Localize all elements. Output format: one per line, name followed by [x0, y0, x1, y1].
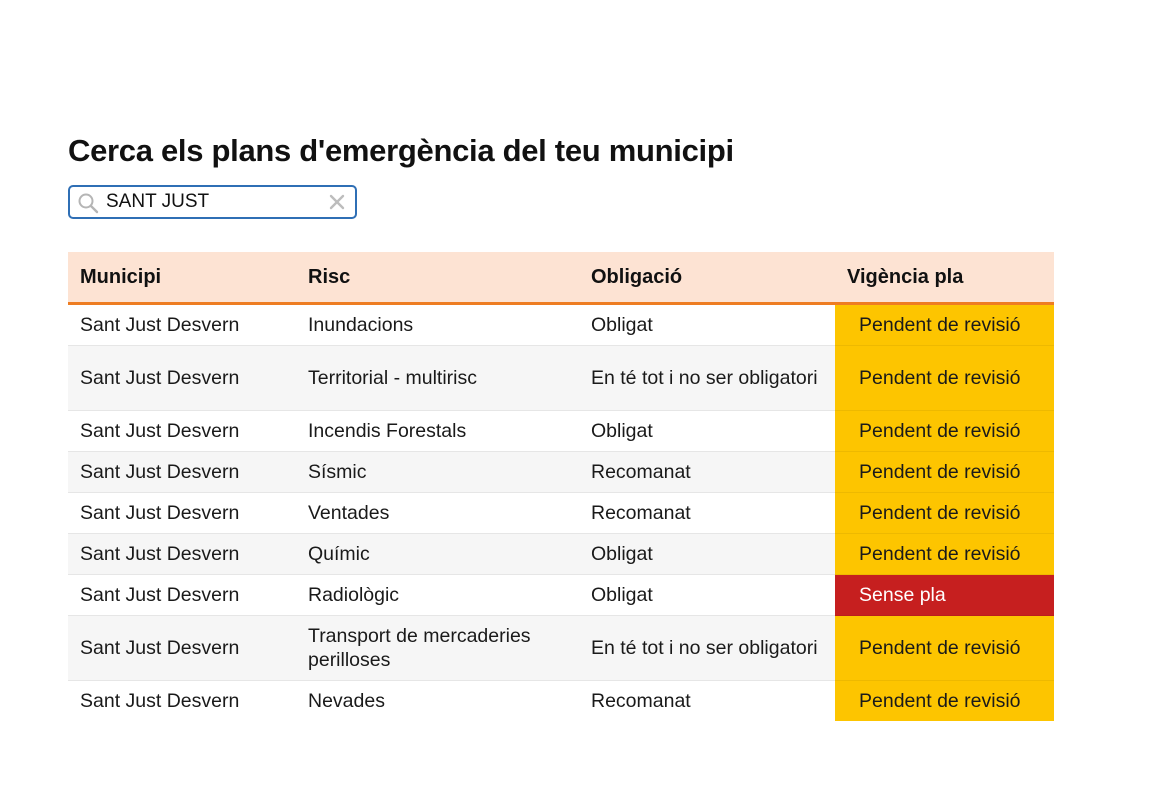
search-box[interactable] — [68, 185, 357, 219]
cell-municipi: Sant Just Desvern — [68, 452, 296, 493]
cell-obligacio: Recomanat — [579, 493, 835, 534]
column-header-obligacio[interactable]: Obligació — [579, 252, 835, 304]
cell-vigencia-status: Pendent de revisió — [835, 304, 1054, 346]
cell-municipi: Sant Just Desvern — [68, 616, 296, 681]
cell-vigencia-status: Pendent de revisió — [835, 346, 1054, 411]
cell-risc: Radiològic — [296, 575, 579, 616]
emergency-plans-table — [68, 252, 1054, 721]
cell-obligacio: Obligat — [579, 411, 835, 452]
cell-risc: Inundacions — [296, 304, 579, 346]
cell-municipi: Sant Just Desvern — [68, 493, 296, 534]
table-row — [68, 681, 1054, 722]
cell-risc: Ventades — [296, 493, 579, 534]
cell-risc: Nevades — [308, 690, 385, 712]
cell-obligacio: Obligat — [579, 575, 835, 616]
table-row — [68, 411, 1054, 452]
cell-risc: Incendis Forestals — [296, 411, 579, 452]
cell-vigencia-status: Pendent de revisió — [835, 681, 1054, 722]
cell-municipi: Sant Just Desvern — [80, 690, 240, 712]
table-row — [68, 493, 1054, 534]
table-header-row — [68, 252, 1054, 304]
cell-vigencia-status: Pendent de revisió — [835, 534, 1054, 575]
cell-obligacio: En té tot i no ser obligatori — [579, 616, 835, 681]
cell-municipi: Sant Just Desvern — [68, 304, 296, 346]
table-row — [68, 534, 1054, 575]
cell-obligacio: Obligat — [579, 304, 835, 346]
cell-vigencia-status: Sense pla — [835, 575, 1054, 616]
close-icon[interactable] — [328, 193, 346, 211]
table-row — [68, 452, 1054, 493]
cell-municipi: Sant Just Desvern — [68, 346, 296, 411]
table-row — [68, 346, 1054, 411]
cell-obligacio: Recomanat — [591, 690, 691, 712]
cell-municipi: Sant Just Desvern — [68, 534, 296, 575]
page-title: Cerca els plans d'emergència del teu municipi — [68, 133, 734, 168]
cell-risc: Transport de mercaderies perilloses — [296, 616, 579, 681]
search-input[interactable] — [106, 190, 326, 214]
cell-vigencia-status: Pendent de revisió — [835, 411, 1054, 452]
cell-obligacio: En té tot i no ser obligatori — [579, 346, 835, 411]
column-header-municipi[interactable]: Municipi — [68, 252, 296, 304]
cell-obligacio: Recomanat — [579, 452, 835, 493]
cell-risc: Sísmic — [296, 452, 579, 493]
column-header-risc[interactable]: Risc — [296, 252, 579, 304]
cell-municipi: Sant Just Desvern — [68, 575, 296, 616]
search-icon — [77, 192, 99, 214]
cell-risc: Químic — [296, 534, 579, 575]
cell-risc: Territorial - multirisc — [296, 346, 579, 411]
cell-vigencia-status: Pendent de revisió — [835, 452, 1054, 493]
table-row — [68, 616, 1054, 681]
cell-municipi: Sant Just Desvern — [68, 411, 296, 452]
column-header-vigencia[interactable]: Vigència pla — [835, 252, 1054, 304]
table-row — [68, 304, 1054, 346]
cell-obligacio: Obligat — [579, 534, 835, 575]
table-row — [68, 575, 1054, 616]
cell-vigencia-status: Pendent de revisió — [835, 493, 1054, 534]
cell-vigencia-status: Pendent de revisió — [835, 616, 1054, 681]
